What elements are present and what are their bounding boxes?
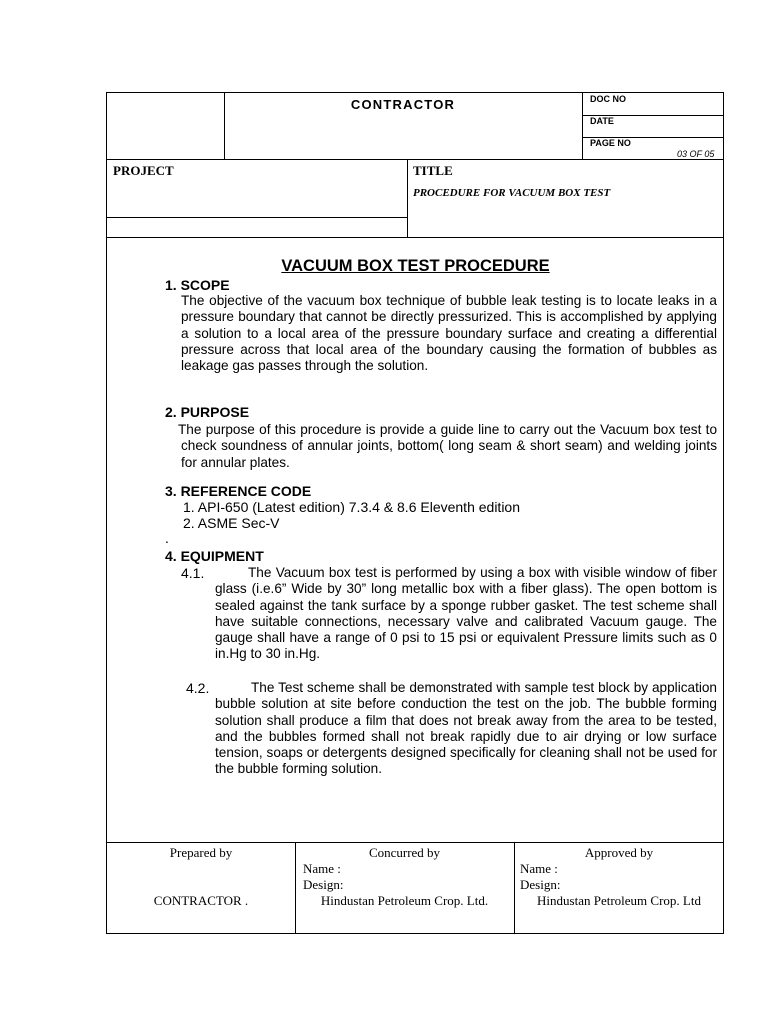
approved-name-label: Name : bbox=[520, 861, 558, 876]
header-divider bbox=[107, 237, 724, 238]
reference-item: 1. API-650 (Latest edition) 7.3.4 & 8.6 Eleventh edition bbox=[183, 499, 520, 515]
equipment-item-number: 4.1. bbox=[181, 565, 205, 581]
prepared-by-label: Prepared by bbox=[169, 845, 233, 860]
title-value: PROCEDURE FOR VACUUM BOX TEST bbox=[413, 187, 611, 199]
concurred-company: Hindustan Petroleum Crop. Ltd. bbox=[320, 893, 489, 908]
prepared-by-value: CONTRACTOR . bbox=[153, 893, 249, 908]
doc-no-label: DOC NO bbox=[590, 94, 626, 104]
document-page bbox=[106, 92, 724, 934]
page-number: 03 OF 05 bbox=[677, 149, 715, 159]
equipment-heading: 4. EQUIPMENT bbox=[165, 548, 264, 564]
page-title: VACUUM BOX TEST PROCEDURE bbox=[281, 257, 550, 275]
equipment-item-number: 4.2. bbox=[186, 680, 210, 696]
page-no-label: PAGE NO bbox=[590, 138, 631, 148]
equipment-item-text: The Vacuum box test is performed by using a box with visible window of fiber glass (i.e.6” Wide by 30” long metallic box with a fiber glass). The open bottom is sealed against the tank surface by a sponge rubber gasket. The test scheme shall have suitable connections, necessary valve and calibrated Vacuum gauge. The gauge shall have a range of 0 psi to 15 psi or equivalent Pressure limits such as 0 in.Hg to 30 in.Hg. bbox=[215, 565, 717, 662]
scope-heading: 1. SCOPE bbox=[165, 277, 230, 293]
approved-company: Hindustan Petroleum Crop. Ltd bbox=[537, 893, 701, 908]
concurred-design-label: Design: bbox=[303, 877, 344, 892]
concurred-by-label: Concurred by bbox=[368, 845, 441, 860]
reference-item: 2. ASME Sec-V bbox=[183, 515, 280, 531]
approved-design-label: Design: bbox=[520, 877, 561, 892]
purpose-paragraph: The purpose of this procedure is provide a guide line to carry out the Vacuum box test to check soundness of annular joints, bottom( long seam & short seam) and welding joints for annular plates. bbox=[178, 422, 717, 470]
purpose-heading: 2. PURPOSE bbox=[165, 404, 250, 420]
date-label: DATE bbox=[590, 116, 614, 126]
reference-heading: 3. REFERENCE CODE bbox=[165, 483, 312, 499]
footer-divider bbox=[107, 842, 724, 843]
concurred-name-label: Name : bbox=[303, 861, 341, 876]
header-divider bbox=[107, 159, 724, 160]
title-label: TITLE bbox=[413, 163, 453, 178]
approved-by-label: Approved by bbox=[584, 845, 654, 860]
scope-paragraph: The objective of the vacuum box technique of bubble leak testing is to locate leaks in a pressure boundary that cannot be directly pressurized. This is accomplished by applying a solution to a local area of the pressure boundary surface and creating a differential pressure across that local area of the boundary causing the formation of bubbles as leakage gas passes through the solution. bbox=[181, 293, 717, 374]
equipment-item-text: The Test scheme shall be demonstrated with sample test block by application bubble solution at site before conduction the test on the job. The bubble forming solution shall produce a film that does not break away from the area to be tested, and the bubbles formed shall not break rapidly due to air drying or low surface tension, soaps or detergents designed specifically for cleaning shall not be used for the bubble forming solution. bbox=[215, 680, 717, 777]
header-divider bbox=[107, 217, 407, 218]
header-divider bbox=[407, 159, 408, 237]
header-divider bbox=[582, 93, 583, 159]
contractor-heading: CONTRACTOR bbox=[350, 97, 456, 112]
project-label: PROJECT bbox=[113, 163, 174, 178]
stray-dot: . bbox=[165, 530, 169, 546]
